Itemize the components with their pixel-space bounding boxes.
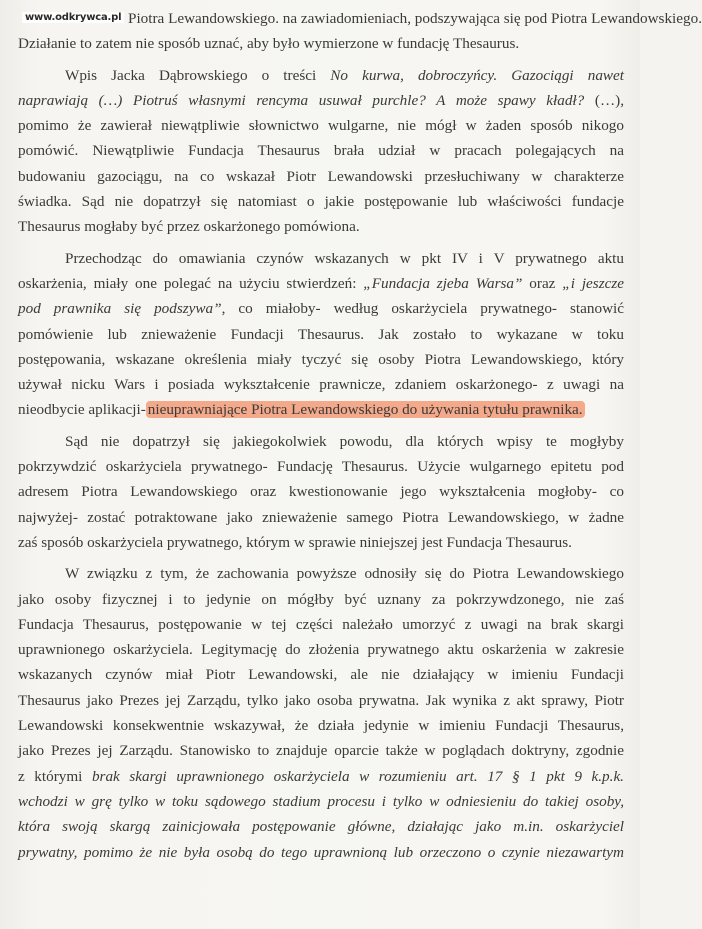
watermark: www.odkrywca.pl [22,12,124,23]
text-line: Przechodząc do omawiania czynów wskazanych w pkt IV i V prywatnego aktu [65,249,624,267]
text-line: używał nicku Wars i posiada wykształcenie prawnicze, zdaniem oskarżonego- z uwagi na [18,376,624,394]
text-line: Działanie to zatem nie sposób uznać, aby było wymierzone w fundację Thesaurus. [18,35,520,53]
quote-text: „i jeszcze [562,274,624,292]
text-line: pomówić. Niewątpliwie Fundacja Thesaurus brała udział w pracach polegających na [18,142,624,160]
text-line: jako Prezes jej Zarządu. Stanowisko to znajduje oparcie także w poglądach doktryny, zgodnie [18,742,624,760]
quote-text: No kurwa, dobroczyńcy. Gazociągi nawet [330,66,624,84]
text-line: Fundacja Thesaurus, postępowanie w tej części należało umorzyć z uwagi na brak skargi [18,615,624,633]
text-line: W związku z tym, że zachowania powyższe odnosiły się do Piotra Lewandowskiego [65,565,624,583]
quote-text: prywatny, pomimo że nie była osobą do tego uprawnioną lub orzeczono o czynie niezawartym [18,843,624,861]
text-line: wskazanych czynów miał Piotr Lewandowski, ale nie działający w imieniu Fundacji [18,666,624,684]
text-line: nieodbycie aplikacji- nieuprawniające Piotra Lewandowskiego do używania tytułu prawnika. [18,401,583,419]
text-line: zaś sposób oskarżyciela prywatnego, którym w sprawie niniejszej jest Fundacja Thesaurus. [18,533,572,551]
text-line: pomówienie lub znieważenie Fundacji Thesaurus. Jak zostało to wykazane w toku [18,325,624,343]
text-line: pokrzywdzić oskarżyciela prywatnego- Fundację Thesaurus. Użycie wulgarnego epitetu pod [18,458,624,476]
highlighted-text: nieuprawniające Piotra Lewandowskiego do używania tytułu prawnika. [147,401,583,419]
text-line: Thesaurus mogłaby być przez oskarżonego pomówiona. [18,218,360,236]
text-line: najwyżej- zostać potraktowane jako znieważenie samego Piotra Lewandowskiego, w żadne [18,508,624,526]
quote-text: brak skargi uprawnionego oskarżyciela w rozumieniu art. 17 § 1 pkt 9 k.p.k. [91,767,624,785]
text-line: budowaniu gazociągu, na co wskazał Piotr Lewandowski przesłuchiwany w charakterze [18,167,624,185]
text-line [18,789,624,814]
text-line: jako osoby fizycznej i to jedynie on mógłby być uznany za pokrzywdzonego, nie zaś [18,590,624,608]
text-line: naprawiają (…) Piotruś własnymi rencyma usuwał purchle? A może spawy kładł? (…), [18,91,624,109]
text-line: z którymi brak skargi uprawnionego oskarżyciela w rozumieniu art. 17 § 1 pkt 9 k.p.k. [18,767,624,785]
text-line: Lewandowski konsekwentnie wskazywał, że działa jedynie w imieniu Fundacji Thesaurus, [18,717,624,735]
text-line: oskarżenia, miały one polegać na użyciu stwierdzeń: „Fundacja zjeba Warsa” oraz „i jeszcze [18,274,624,292]
quote-text: naprawiają (…) Piotruś własnymi rencyma usuwał purchle? A może spawy kładł? [18,91,585,109]
text-line: Piotra Lewandowskiego. na zawiadomieniach, podszywająca się pod Piotra Lewandowskiego. [128,10,702,27]
text-line: uprawnionego oskarżyciela. Legitymację do złożenia prywatnego aktu oskarżenia w zakresie [18,641,624,659]
text-line: adresem Piotra Lewandowskiego oraz kwestionowanie jego wykształcenia mogłoby- co [18,483,624,501]
quote-text: „Fundacja zjeba Warsa” [363,274,523,292]
text-line: pomimo że zawierał niewątpliwie słownictwo wulgarne, nie mógł w żaden sposób nikogo [18,117,624,135]
text-line: postępowania, wskazane określenia miały tyczyć się osoby Piotra Lewandowskiego, który [18,350,624,368]
document-body [18,6,702,865]
text-line: Thesaurus jako Prezes jej Zarządu, tylko jako osoba prywatna. Jak wynika z akt sprawy, Piotr [18,691,624,709]
text-line: pod prawnika się podszywa”, co miałoby- według oskarżyciela prywatnego- stanowić [18,300,624,318]
text-line [18,814,624,839]
text-line: świadka. Sąd nie dopatrzył się natomiast o jakie postępowanie lub właściwości fundacje [18,193,624,211]
text-line: Wpis Jacka Dąbrowskiego o treści No kurwa, dobroczyńcy. Gazociągi nawet [65,66,624,84]
text-line [18,840,624,865]
quote-text: pod prawnika się podszywa” [18,300,222,318]
quote-text: która swoją skargą zainicjowała postępowanie główne, działając jako m.in. oskarżyciel [18,818,624,836]
text-line: Sąd nie dopatrzył się jakiegokolwiek powodu, dla których wpisy te mogłyby [65,432,624,450]
quote-text: wchodzi w grę tylko w toku sądowego stadium procesu i tylko w odniesieniu do takiej osoby, [18,792,624,810]
